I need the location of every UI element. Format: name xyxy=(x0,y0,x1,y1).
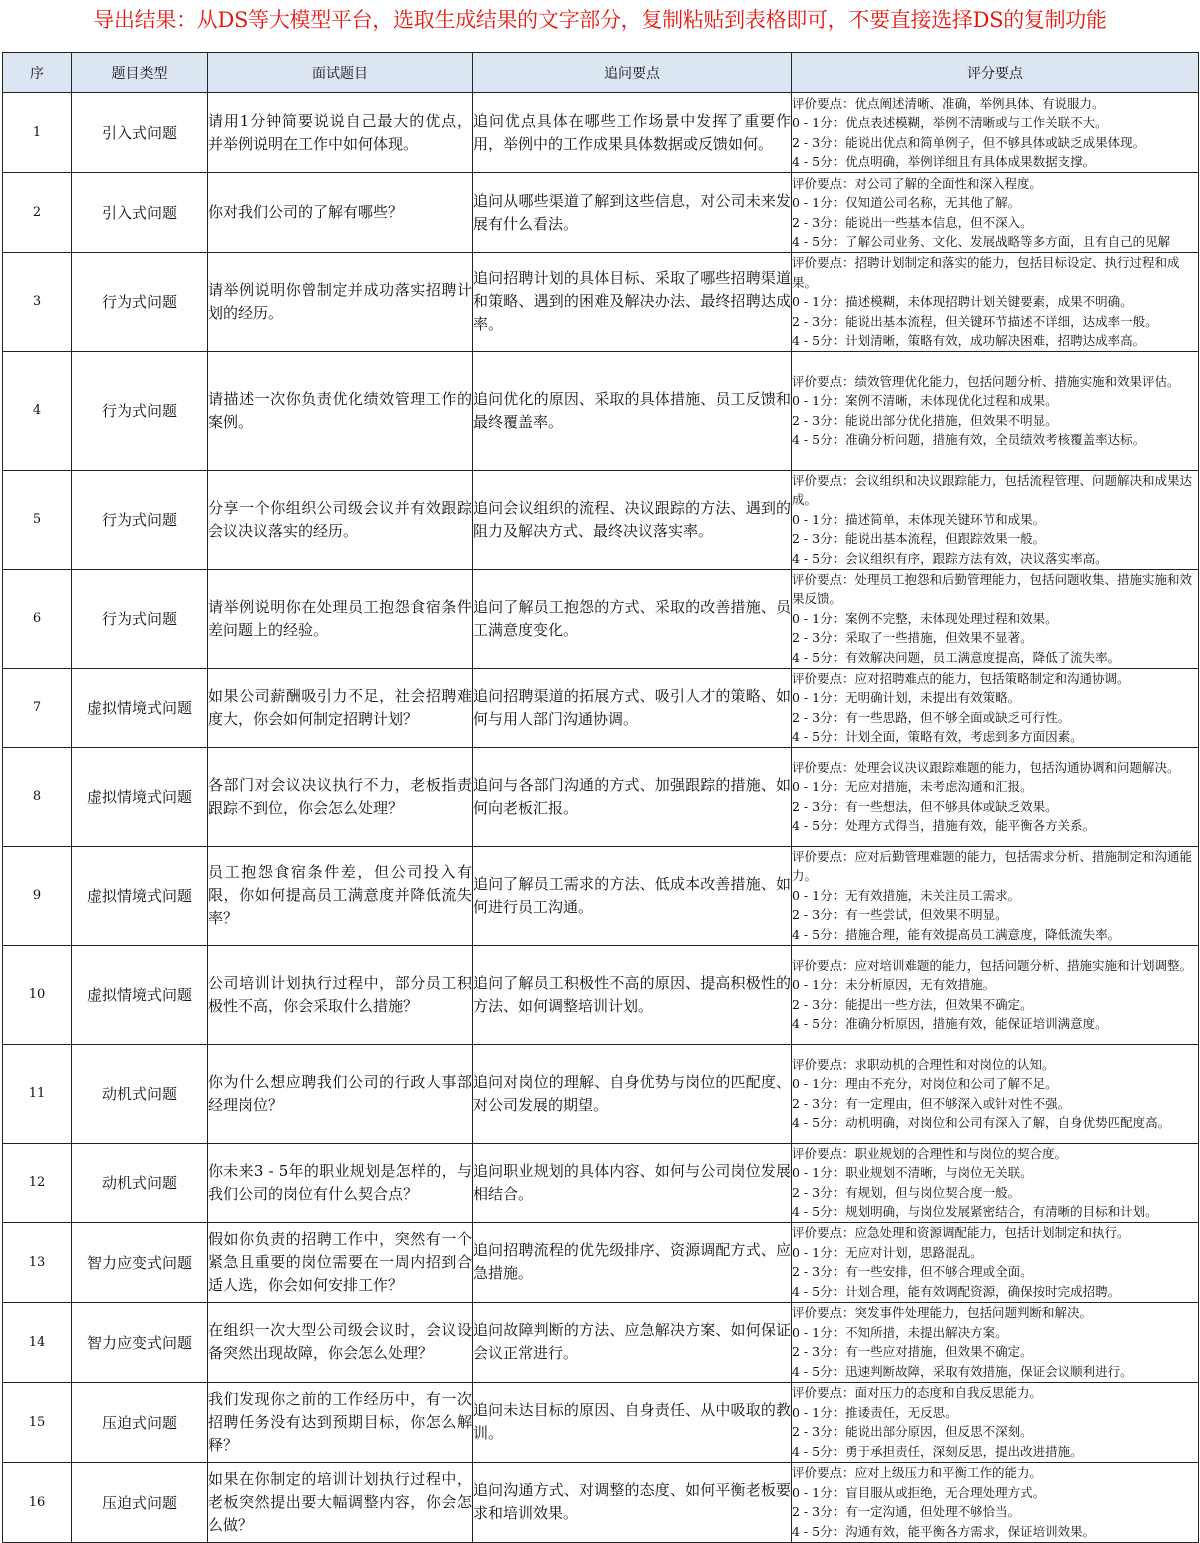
scoring-cell xyxy=(792,253,1199,352)
row-index: 16 xyxy=(3,1462,72,1542)
table-row xyxy=(3,747,1199,846)
scoring-level-low: 0 - 1分：职业规划不清晰，与岗位无关联。 xyxy=(792,1165,1033,1180)
follow-up-cell: 追问了解员工积极性不高的原因、提高积极性的方法、如何调整培训计划。 xyxy=(473,945,792,1044)
follow-up-cell: 追问招聘渠道的拓展方式、吸引人才的策略、如何与用人部门沟通协调。 xyxy=(473,668,792,747)
table-row xyxy=(3,253,1199,352)
question-type-cell: 虚拟情境式问题 xyxy=(72,668,208,747)
question-type-cell: 引入式问题 xyxy=(72,173,208,253)
header-follow-up-points: 追问要点 xyxy=(473,53,792,93)
row-index: 13 xyxy=(3,1222,72,1302)
scoring-level-low: 0 - 1分：无有效措施，未关注员工需求。 xyxy=(792,887,1021,903)
follow-up-cell: 追问沟通方式、对调整的态度、如何平衡老板要求和培训效果。 xyxy=(473,1462,792,1542)
question-cell: 你未来3 - 5年的职业规划是怎样的，与我们公司的岗位有什么契合点？ xyxy=(208,1143,473,1222)
follow-up-cell: 追问了解员工抱怨的方式、采取的改善措施、员工满意度变化。 xyxy=(473,569,792,668)
follow-up-cell: 追问从哪些渠道了解到这些信息，对公司未来发展有什么看法。 xyxy=(473,173,792,253)
row-index: 14 xyxy=(3,1302,72,1382)
question-type-cell: 动机式问题 xyxy=(72,1143,208,1222)
table-row xyxy=(3,846,1199,945)
follow-up-cell: 追问会议组织的流程、决议跟踪的方法、遇到的阻力及解决方式、最终决议落实率。 xyxy=(473,470,792,569)
scoring-level-low: 0 - 1分：盲目服从或拒绝，无合理处理方式。 xyxy=(792,1484,1046,1500)
question-type-cell: 虚拟情境式问题 xyxy=(72,747,208,846)
question-type-cell: 引入式问题 xyxy=(72,93,208,173)
follow-up-cell: 追问了解员工需求的方法、低成本改善措施、如何进行员工沟通。 xyxy=(473,846,792,945)
header-interview-question: 面试题目 xyxy=(208,53,473,93)
row-index: 4 xyxy=(3,351,72,470)
row-index: 15 xyxy=(3,1382,72,1462)
scoring-cell xyxy=(792,747,1199,846)
question-cell: 各部门对会议决议执行不力，老板指责跟踪不到位，你会怎么处理？ xyxy=(208,747,473,846)
scoring-level-high: 4 - 5分：处理方式得当，措施有效，能平衡各方关系。 xyxy=(792,818,1096,833)
follow-up-cell: 追问职业规划的具体内容、如何与公司岗位发展相结合。 xyxy=(473,1143,792,1222)
scoring-level-mid: 2 - 3分：有一些安排，但不够合理或全面。 xyxy=(792,1264,1033,1279)
scoring-criteria-line: 评价要点：应对招聘难点的能力，包括策略制定和沟通协调。 xyxy=(792,670,1130,686)
table-row xyxy=(3,1302,1199,1382)
question-cell: 公司培训计划执行过程中，部分员工积极性不高，你会采取什么措施？ xyxy=(208,945,473,1044)
scoring-level-high: 4 - 5分：计划全面，策略有效，考虑到多方面因素。 xyxy=(792,729,1083,744)
scoring-level-high: 4 - 5分：规划明确，与岗位发展紧密结合，有清晰的目标和计划。 xyxy=(792,1204,1158,1219)
scoring-cell xyxy=(792,668,1199,747)
scoring-level-high: 4 - 5分：动机明确，对岗位和公司有深入了解，自身优势匹配度高。 xyxy=(792,1115,1171,1130)
scoring-criteria-line: 评价要点：应对上级压力和平衡工作的能力。 xyxy=(792,1465,1043,1480)
scoring-criteria-line: 评价要点：对公司了解的全面性和深入程度。 xyxy=(792,175,1043,191)
scoring-level-low: 0 - 1分：优点表述模糊，举例不清晰或与工作关联不大。 xyxy=(792,115,1108,130)
scoring-level-high: 4 - 5分：准确分析原因，措施有效，能保证培训满意度。 xyxy=(792,1016,1108,1031)
scoring-level-high: 4 - 5分：会议组织有序，跟踪方法有效，决议落实率高。 xyxy=(792,550,1108,566)
header-index: 序 xyxy=(3,53,72,93)
scoring-criteria-line: 评价要点：应对后勤管理难题的能力，包括需求分析、措施制定和沟通能力。 xyxy=(792,848,1193,884)
follow-up-cell: 追问故障判断的方法、应急解决方案、如何保证会议正常进行。 xyxy=(473,1302,792,1382)
scoring-level-mid: 2 - 3分：有一些尝试，但效果不明显。 xyxy=(792,907,1008,923)
scoring-level-low: 0 - 1分：无明确计划，未提出有效策略。 xyxy=(792,690,1021,705)
scoring-criteria-line: 评价要点：职业规划的合理性和与岗位的契合度。 xyxy=(792,1145,1068,1161)
question-type-cell: 行为式问题 xyxy=(72,351,208,470)
question-cell: 请举例说明你在处理员工抱怨食宿条件差问题上的经验。 xyxy=(208,569,473,668)
table-row xyxy=(3,1044,1199,1143)
follow-up-cell: 追问未达目标的原因、自身责任、从中吸取的教训。 xyxy=(473,1382,792,1462)
table-body xyxy=(3,93,1199,1543)
scoring-level-mid: 2 - 3分：有规划，但与岗位契合度一般。 xyxy=(792,1184,1021,1200)
question-type-cell: 动机式问题 xyxy=(72,1044,208,1143)
table-row xyxy=(3,1222,1199,1302)
row-index: 3 xyxy=(3,253,72,352)
question-type-cell: 行为式问题 xyxy=(72,253,208,352)
question-cell: 分享一个你组织公司级会议并有效跟踪会议决议落实的经历。 xyxy=(208,470,473,569)
header-scoring-points: 评分要点 xyxy=(792,53,1199,93)
question-cell: 在组织一次大型公司级会议时，会议设备突然出现故障，你会怎么处理？ xyxy=(208,1302,473,1382)
row-index: 6 xyxy=(3,569,72,668)
row-index: 8 xyxy=(3,747,72,846)
scoring-level-low: 0 - 1分：不知所措，未提出解决方案。 xyxy=(792,1324,1008,1340)
question-type-cell: 虚拟情境式问题 xyxy=(72,945,208,1044)
table-row xyxy=(3,93,1199,173)
scoring-level-mid: 2 - 3分：采取了一些措施，但效果不显著。 xyxy=(792,630,1033,646)
row-index: 10 xyxy=(3,945,72,1044)
question-cell: 请描述一次你负责优化绩效管理工作的案例。 xyxy=(208,351,473,470)
export-instruction-banner: 导出结果：从DS等大模型平台，选取生成结果的文字部分，复制粘贴到表格即可，不要直接选择DS的复制功能 xyxy=(93,8,1107,32)
question-type-cell: 智力应变式问题 xyxy=(72,1302,208,1382)
question-cell: 假如你负责的招聘工作中，突然有一个紧急且重要的岗位需要在一周内招到合适人选，你会如何安排工作？ xyxy=(208,1222,473,1302)
scoring-level-high: 4 - 5分：沟通有效，能平衡各方需求，保证培训效果。 xyxy=(792,1523,1096,1539)
scoring-level-low: 0 - 1分：无应对措施，未考虑沟通和汇报。 xyxy=(792,779,1033,794)
question-type-cell: 行为式问题 xyxy=(72,470,208,569)
scoring-level-low: 0 - 1分：案例不清晰，未体现优化过程和成果。 xyxy=(792,393,1058,408)
scoring-criteria-line: 评价要点：处理员工抱怨和后勤管理能力，包括问题收集、措施实施和效果反馈。 xyxy=(792,571,1193,607)
question-cell: 如果公司薪酬吸引力不足，社会招聘难度大，你会如何制定招聘计划？ xyxy=(208,668,473,747)
scoring-criteria-line: 评价要点：处理会议决议跟踪难题的能力，包括沟通协调和问题解决。 xyxy=(792,759,1180,775)
follow-up-cell: 追问对岗位的理解、自身优势与岗位的匹配度、对公司发展的期望。 xyxy=(473,1044,792,1143)
scoring-level-mid: 2 - 3分：有一定理由，但不够深入或针对性不强。 xyxy=(792,1095,1071,1111)
follow-up-cell: 追问优化的原因、采取的具体措施、员工反馈和最终覆盖率。 xyxy=(473,351,792,470)
follow-up-cell: 追问与各部门沟通的方式、加强跟踪的措施、如何向老板汇报。 xyxy=(473,747,792,846)
scoring-cell xyxy=(792,173,1199,253)
question-cell: 你为什么想应聘我们公司的行政人事部经理岗位？ xyxy=(208,1044,473,1143)
scoring-criteria-line: 评价要点：面对压力的态度和自我反思能力。 xyxy=(792,1385,1043,1400)
table-row xyxy=(3,470,1199,569)
question-cell: 你对我们公司的了解有哪些？ xyxy=(208,173,473,253)
follow-up-cell: 追问招聘流程的优先级排序、资源调配方式、应急措施。 xyxy=(473,1222,792,1302)
scoring-level-high: 4 - 5分：迅速判断故障，采取有效措施，保证会议顺利进行。 xyxy=(792,1363,1133,1379)
scoring-cell xyxy=(792,351,1199,470)
header-row xyxy=(3,53,1199,93)
scoring-criteria-line: 评价要点：应急处理和资源调配能力，包括计划制定和执行。 xyxy=(792,1225,1130,1240)
question-cell: 我们发现你之前的工作经历中，有一次招聘任务没有达到预期目标，你怎么解释？ xyxy=(208,1382,473,1462)
question-type-cell: 压迫式问题 xyxy=(72,1462,208,1542)
table-row xyxy=(3,1462,1199,1542)
row-index: 11 xyxy=(3,1044,72,1143)
row-index: 2 xyxy=(3,173,72,253)
scoring-criteria-line: 评价要点：突发事件处理能力，包括问题判断和解决。 xyxy=(792,1305,1093,1320)
scoring-level-mid: 2 - 3分：有一些思路，但不够全面或缺乏可行性。 xyxy=(792,709,1071,725)
follow-up-cell: 追问招聘计划的具体目标、采取了哪些招聘渠道和策略、遇到的困难及解决办法、最终招聘达成率。 xyxy=(473,253,792,352)
row-index: 5 xyxy=(3,470,72,569)
table-row xyxy=(3,351,1199,470)
scoring-criteria-line: 评价要点：会议组织和决议跟踪能力，包括流程管理、问题解决和成果达成。 xyxy=(792,472,1193,508)
scoring-level-low: 0 - 1分：描述简单，未体现关键环节和成果。 xyxy=(792,511,1046,527)
scoring-level-low: 0 - 1分：案例不完整，未体现处理过程和效果。 xyxy=(792,610,1058,626)
scoring-level-high: 4 - 5分：了解公司业务、文化、发展战略等多方面，且有自己的见解 xyxy=(792,234,1171,249)
scoring-cell xyxy=(792,945,1199,1044)
scoring-criteria-line: 评价要点：优点阐述清晰、准确，举例具体、有说服力。 xyxy=(792,95,1105,111)
scoring-cell xyxy=(792,569,1199,668)
table-row xyxy=(3,173,1199,253)
scoring-cell xyxy=(792,470,1199,569)
table-row xyxy=(3,1143,1199,1222)
follow-up-cell: 追问优点具体在哪些工作场景中发挥了重要作用，举例中的工作成果具体数据或反馈如何。 xyxy=(473,93,792,173)
scoring-level-high: 4 - 5分：有效解决问题，员工满意度提高，降低了流失率。 xyxy=(792,649,1121,665)
scoring-level-high: 4 - 5分：准确分析问题，措施有效，全员绩效考核覆盖率达标。 xyxy=(792,432,1146,447)
scoring-cell xyxy=(792,1302,1199,1382)
scoring-cell xyxy=(792,846,1199,945)
scoring-level-high: 4 - 5分：计划清晰，策略有效，成功解决困难，招聘达成率高。 xyxy=(792,333,1146,348)
scoring-level-mid: 2 - 3分：能说出一些基本信息，但不深入。 xyxy=(792,214,1033,230)
question-cell: 员工抱怨食宿条件差，但公司投入有限，你如何提高员工满意度并降低流失率？ xyxy=(208,846,473,945)
table-row xyxy=(3,945,1199,1044)
scoring-criteria-line: 评价要点：求职动机的合理性和对岗位的认知。 xyxy=(792,1056,1055,1072)
scoring-cell xyxy=(792,1222,1199,1302)
scoring-level-mid: 2 - 3分：能提出一些方法，但效果不确定。 xyxy=(792,996,1033,1012)
scoring-cell xyxy=(792,1143,1199,1222)
scoring-level-low: 0 - 1分：描述模糊，未体现招聘计划关键要素，成果不明确。 xyxy=(792,294,1133,309)
scoring-level-low: 0 - 1分：无应对计划，思路混乱。 xyxy=(792,1244,983,1260)
row-index: 12 xyxy=(3,1143,72,1222)
scoring-criteria-line: 评价要点：招聘计划制定和落实的能力，包括目标设定、执行过程和成果。 xyxy=(792,255,1180,290)
question-type-cell: 行为式问题 xyxy=(72,569,208,668)
scoring-level-high: 4 - 5分：勇于承担责任，深刻反思，提出改进措施。 xyxy=(792,1443,1083,1459)
question-type-cell: 压迫式问题 xyxy=(72,1382,208,1462)
interview-question-table xyxy=(2,52,1199,1543)
scoring-cell xyxy=(792,93,1199,173)
scoring-level-high: 4 - 5分：优点明确，举例详细且有具体成果数据支撑。 xyxy=(792,154,1096,169)
scoring-level-low: 0 - 1分：仅知道公司名称，无其他了解。 xyxy=(792,195,1021,210)
scoring-criteria-line: 评价要点：绩效管理优化能力，包括问题分析、措施实施和效果评估。 xyxy=(792,373,1180,389)
scoring-level-mid: 2 - 3分：能说出部分优化措施，但效果不明显。 xyxy=(792,412,1058,428)
scoring-level-mid: 2 - 3分：能说出部分原因，但反思不深刻。 xyxy=(792,1424,1033,1439)
row-index: 9 xyxy=(3,846,72,945)
table-row xyxy=(3,668,1199,747)
scoring-level-mid: 2 - 3分：有一些应对措施，但效果不确定。 xyxy=(792,1344,1033,1359)
scoring-level-low: 0 - 1分：未分析原因，无有效措施。 xyxy=(792,977,996,992)
header-question-type: 题目类型 xyxy=(72,53,208,93)
scoring-level-mid: 2 - 3分：能说出基本流程，但关键环节描述不详细，达成率一般。 xyxy=(792,313,1158,329)
question-type-cell: 智力应变式问题 xyxy=(72,1222,208,1302)
table-row xyxy=(3,1382,1199,1462)
table-row xyxy=(3,569,1199,668)
question-cell: 如果在你制定的培训计划执行过程中，老板突然提出要大幅调整内容，你会怎么做？ xyxy=(208,1462,473,1542)
row-index: 1 xyxy=(3,93,72,173)
scoring-cell xyxy=(792,1382,1199,1462)
scoring-criteria-line: 评价要点：应对培训难题的能力，包括问题分析、措施实施和计划调整。 xyxy=(792,957,1193,973)
scoring-level-low: 0 - 1分：推诿责任，无反思。 xyxy=(792,1404,958,1420)
question-type-cell: 虚拟情境式问题 xyxy=(72,846,208,945)
scoring-level-low: 0 - 1分：理由不充分，对岗位和公司了解不足。 xyxy=(792,1076,1058,1091)
row-index: 7 xyxy=(3,668,72,747)
scoring-level-mid: 2 - 3分：有一些想法，但不够具体或缺乏效果。 xyxy=(792,798,1058,814)
scoring-cell xyxy=(792,1462,1199,1542)
scoring-level-mid: 2 - 3分：有一定沟通，但处理不够恰当。 xyxy=(792,1504,1021,1519)
scoring-cell xyxy=(792,1044,1199,1143)
question-cell: 请举例说明你曾制定并成功落实招聘计划的经历。 xyxy=(208,253,473,352)
scoring-level-mid: 2 - 3分：能说出优点和简单例子，但不够具体或缺乏成果体现。 xyxy=(792,134,1146,150)
scoring-level-high: 4 - 5分：措施合理，能有效提高员工满意度，降低流失率。 xyxy=(792,926,1121,942)
scoring-level-high: 4 - 5分：计划合理，能有效调配资源，确保按时完成招聘。 xyxy=(792,1283,1121,1299)
scoring-level-mid: 2 - 3分：能说出基本流程，但跟踪效果一般。 xyxy=(792,531,1046,547)
question-cell: 请用1分钟简要说说自己最大的优点，并举例说明在工作中如何体现。 xyxy=(208,93,473,173)
